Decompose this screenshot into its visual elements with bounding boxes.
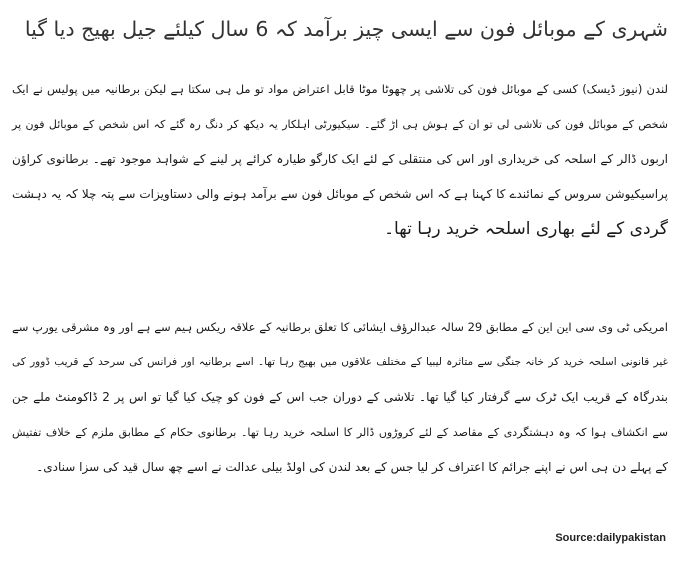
- paragraph-line: بندرگاہ کے قریب ایک ٹرک سے گرفتار کیا گیا تھا۔ تلاشی کے دوران جب اس کے فون کو چیک کیا گیا تو اس پر 2 ڈاکومنٹ ملے جن: [12, 390, 668, 404]
- paragraph-line: کے پہلے دن ہی اس نے اپنے جرائم کا اعتراف کر لیا جس کے بعد لندن کی اولڈ بیلی عدالت نے اسے چھ سال قید کی سزا سنادی۔: [36, 460, 668, 474]
- paragraph-line: سے انکشاف ہوا کہ وہ دہشتگردی کے مقاصد کے لئے کروڑوں ڈالر کا اسلحہ خرید رہا تھا۔ برطانوی حکام کے مطابق ملزم کے خلاف تفتیش: [12, 426, 668, 439]
- paragraph-line: گردی کے لئے بھاری اسلحہ خرید رہا تھا۔: [384, 219, 668, 239]
- paragraph-line: شخص کے موبائل فون کی تلاشی لی تو ان کے ہوش ہی اڑ گئے۔ سیکیورٹی اہلکار یہ دیکھ کر دنگ رہ گئے کہ اس شخص کے موبائل فون پر: [12, 118, 668, 131]
- paragraph-line: پراسیکیوشن سروس کے نمائندے کا کہنا ہے کہ اس شخص کے موبائل فون سے برآمد ہونے والی دستاویزات سے پتہ چلا کہ یہ دہشت: [12, 187, 668, 201]
- paragraph-line: اربوں ڈالر کے اسلحہ کی خریداری اور اس کی منتقلی کے لئے ایک کارگو طیارہ کرائے پر لینے کے شواہد موجود تھے۔ برطانوی کراؤن: [12, 152, 668, 166]
- source-credit: Source:dailypakistan: [555, 532, 666, 544]
- article-paragraph-1: [12, 72, 668, 247]
- article-headline: شہری کے موبائل فون سے ایسی چیز برآمد کہ 6 سال کیلئے جیل بھیج دیا گیا: [24, 17, 668, 41]
- paragraph-line: غیر قانونی اسلحہ خرید کر خانہ جنگی سے متاثرہ لیبیا کے مختلف علاقوں میں بھیج رہا تھا۔ اسے برطانیہ اور فرانس کی سرحد کے قریب ڈوور کی: [12, 356, 668, 368]
- paragraph-line: امریکی ٹی وی سی این این کے مطابق 29 سالہ عبدالرؤف ایشائی کا تعلق برطانیہ کے علاقہ ریکس ہیم سے ہے اور وہ مشرقی یورپ سے: [12, 320, 668, 334]
- article-paragraph-2: [12, 310, 668, 485]
- paragraph-line: لندن (نیوز ڈیسک) کسی کے موبائل فون کی تلاشی پر چھوٹا موٹا قابل اعتراض مواد تو مل ہی سکتا ہے لیکن برطانیہ میں پولیس نے ایک: [12, 82, 668, 96]
